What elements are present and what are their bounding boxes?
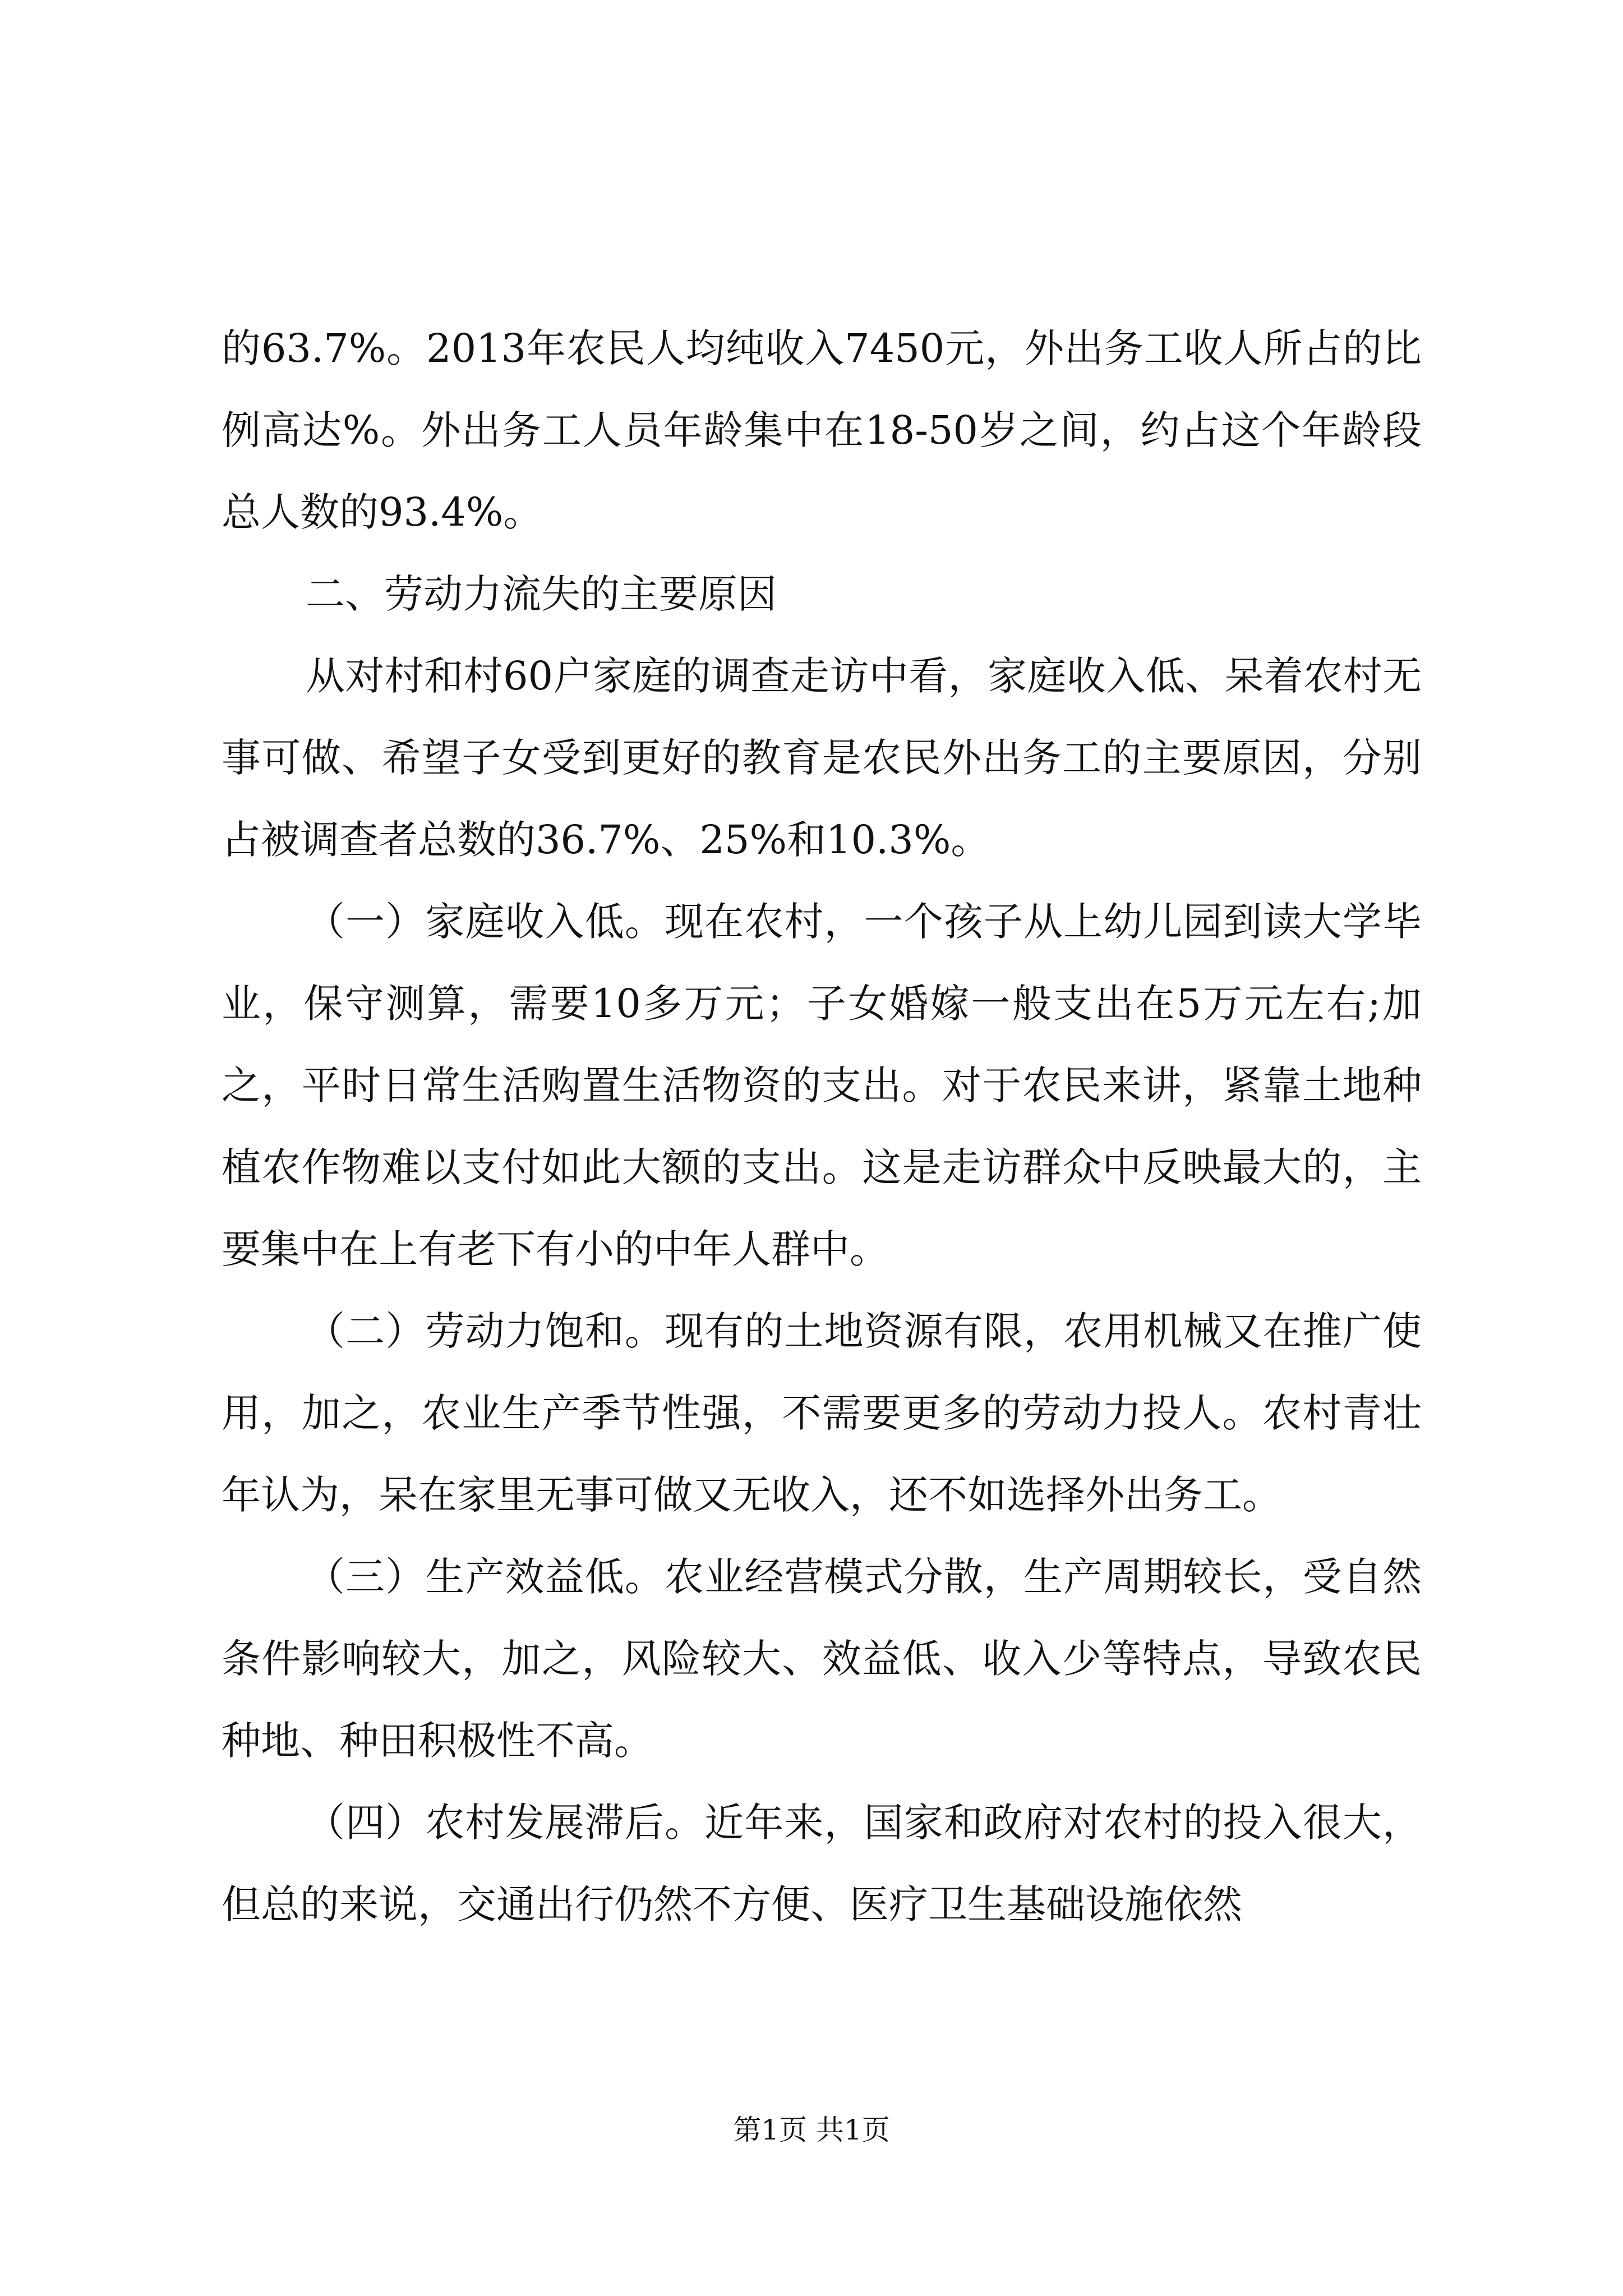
section-heading: 二、劳动力流失的主要原因 [306, 571, 777, 617]
document-body [222, 307, 1422, 1945]
page-footer: 第1页 共1页 [733, 2114, 890, 2146]
paragraph-reason-3: （三）生产效益低。农业经营模式分散，生产周期较长，受自然条件影响较大，加之，风险较大、效益低、收入少等特点，导致农民种地、种田积极性不高。 [222, 1554, 1422, 1764]
paragraph-continuation: 的63.7%。2013年农民人均纯收入7450元，外出务工收人所占的比例高达%。外出务工人员年龄集中在18-50岁之间，约占这个年龄段总人数的93.4%。 [222, 325, 1422, 535]
paragraph-reason-1: （一）家庭收入低。现在农村，一个孩子从上幼儿园到读大学毕业，保守测算，需要10多万元；子女婚嫁一般支出在5万元左右;加之，平时日常生活购置生活物资的支出。对于农民来讲，紧靠土地种植农作物难以支付如此大额的支出。这是走访群众中反映最大的，主要集中在上有老下有小的中年人群中。 [222, 899, 1422, 1272]
paragraph-reason-4: （四）农村发展滞后。近年来，国家和政府对农村的投入很大，但总的来说，交通出行仍然不方便、医疗卫生基础设施依然 [222, 1800, 1422, 1927]
paragraph-reason-2: （二）劳动力饱和。现有的土地资源有限，农用机械又在推广使用，加之，农业生产季节性强，不需要更多的劳动力投人。农村青壮年认为，呆在家里无事可做又无收入，还不如选择外出务工。 [222, 1308, 1422, 1518]
paragraph-survey: 从对村和村60户家庭的调查走访中看，家庭收入低、呆着农村无事可做、希望子女受到更好的教育是农民外出务工的主要原因，分别占被调查者总数的36.7%、25%和10.3%。 [222, 653, 1422, 863]
